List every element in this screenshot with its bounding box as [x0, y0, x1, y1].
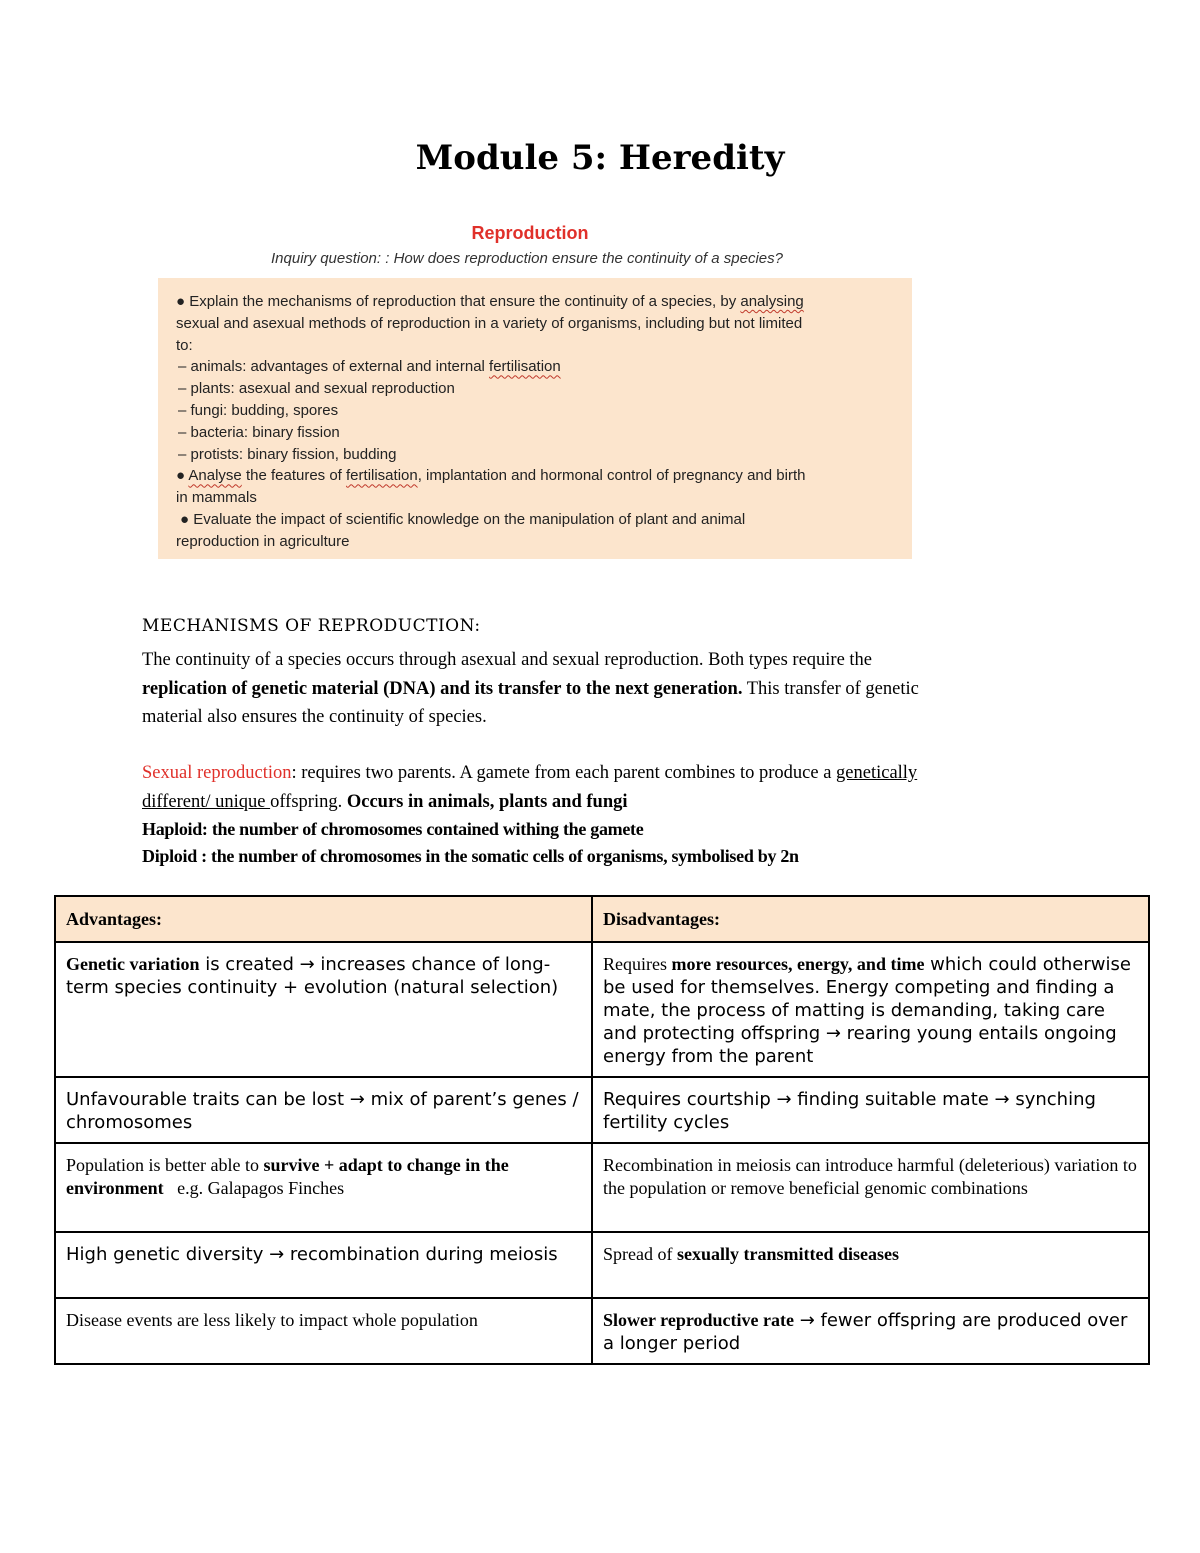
syllabus-text: fertilisation: [346, 467, 418, 485]
bold-text: Slower reproductive rate: [603, 1310, 794, 1330]
syllabus-text: ● Explain the mechanisms of reproduction that ensure the continuity of a species, by: [176, 293, 741, 310]
syllabus-subpoint: – fungi: budding, spores: [178, 401, 339, 419]
inquiry-question: Inquiry question: : How does reproduction ensure the continuity of a species?: [271, 250, 783, 267]
advantage-cell: Unfavourable traits can be lost → mix of parent’s genes / chromosomes: [55, 1077, 592, 1143]
cell-text: → fewer offspring are produced over a longer period: [603, 1310, 1128, 1354]
cell-text: Requires: [603, 954, 672, 974]
section-heading: MECHANISMS OF REPRODUCTION:: [142, 616, 481, 636]
bold-text: Genetic variation: [66, 954, 200, 974]
syllabus-text: fertilisation: [489, 358, 561, 376]
syllabus-text: reproduction in agriculture: [176, 532, 350, 550]
syllabus-text: analysing: [740, 293, 804, 310]
bold-text: replication of genetic material (DNA) and its transfer to the next generation.: [142, 678, 743, 699]
table-row: [55, 942, 1149, 1077]
syllabus-subpoint: – protists: binary fission, budding: [178, 445, 397, 463]
advantages-disadvantages-table: [54, 895, 1150, 1365]
cell-text: which could otherwise be used for themselves. Energy competing and finding a mate, the process of matting is demanding, taking care and protecting offspring → rearing young entails ongoing energy from the parent: [603, 954, 1131, 1067]
syllabus-text: sexual and asexual methods of reproduction in a variety of organisms, including but not limited: [176, 314, 803, 332]
bold-text: more resources, energy, and time: [671, 954, 925, 974]
bold-text: survive + adapt to change in the environment: [66, 1155, 509, 1198]
disadvantage-cell: [592, 1298, 1149, 1364]
cell-text: Population is better able to: [66, 1155, 264, 1175]
syllabus-text: in mammals: [176, 489, 257, 507]
paragraph-line: material also ensures the continuity of species.: [142, 707, 487, 727]
cell-text: is created → increases chance of long-term species continuity + evolution (natural selection): [66, 954, 559, 998]
cell-text: Spread of: [603, 1244, 677, 1264]
bold-text: sexually transmitted diseases: [676, 1244, 899, 1264]
advantage-cell: [55, 1143, 592, 1232]
table-row: [55, 1077, 1149, 1143]
sexual-reproduction-label: Sexual reproduction: [142, 763, 292, 783]
advantage-cell: [55, 942, 592, 1077]
syllabus-text: Analyse: [188, 467, 242, 485]
table-row: [55, 1143, 1149, 1232]
diploid-definition: Diploid : the number of chromosomes in the somatic cells of organisms, symbolised by 2n: [142, 846, 799, 866]
sexual-reproduction-paragraph: [142, 759, 1102, 816]
disadvantage-cell: Recombination in meiosis can introduce harmful (deleterious) variation to the population or remove beneficial genomic combinations: [592, 1143, 1149, 1232]
definitions: [142, 816, 1102, 870]
syllabus-text: , implantation and hormonal control of pregnancy and birth: [417, 467, 806, 485]
bold-text: Occurs in animals, plants and fungi: [346, 791, 628, 812]
underlined-text: different/ unique: [142, 791, 271, 812]
table-row: [55, 1298, 1149, 1364]
intro-paragraph: [142, 646, 1102, 732]
syllabus-bullet-3: ● Evaluate the impact of scientific knowledge on the manipulation of plant and animal: [180, 510, 746, 528]
syllabus-subpoint: – bacteria: binary fission: [178, 423, 340, 441]
syllabus-bullet-1: [176, 291, 894, 313]
advantage-cell: Disease events are less likely to impact whole population: [55, 1298, 592, 1364]
disadvantage-cell: [592, 1232, 1149, 1298]
advantage-cell: High genetic diversity → recombination during meiosis: [55, 1232, 592, 1298]
paragraph-line: [142, 675, 1102, 704]
disadvantage-cell: [592, 942, 1149, 1077]
table-row: [55, 1232, 1149, 1298]
syllabus-text: the features of: [241, 467, 347, 485]
syllabus-subpoint: [176, 356, 894, 378]
syllabus-box: [158, 278, 912, 559]
syllabus-text: ●: [176, 467, 189, 485]
advantages-header: Advantages:: [55, 896, 592, 942]
syllabus-heading: Reproduction: [471, 223, 589, 243]
paragraph-text: This transfer of genetic: [742, 678, 919, 699]
paragraph-text: : requires two parents. A gamete from each parent combines to produce a: [291, 763, 837, 783]
table-header-row: [55, 896, 1149, 942]
paragraph-line: [142, 788, 1102, 817]
disadvantages-header: Disadvantages:: [592, 896, 1149, 942]
syllabus-bullet-2: [176, 465, 894, 487]
syllabus-text: – animals: advantages of external and internal: [178, 358, 490, 376]
page-title: Module 5: Heredity: [415, 138, 785, 178]
syllabus-subpoint: – plants: asexual and sexual reproduction: [178, 380, 455, 398]
cell-text: e.g. Galapagos Finches: [163, 1177, 345, 1198]
paragraph-text: offspring.: [270, 791, 347, 812]
paragraph-line: [142, 759, 1102, 788]
underlined-text: genetically: [836, 763, 918, 783]
haploid-definition: Haploid: the number of chromosomes contained withing the gamete: [142, 819, 644, 839]
paragraph-line: The continuity of a species occurs through asexual and sexual reproduction. Both types require the: [142, 650, 873, 670]
syllabus-text: to:: [176, 336, 193, 354]
disadvantage-cell: Requires courtship → finding suitable mate → synching fertility cycles: [592, 1077, 1149, 1143]
